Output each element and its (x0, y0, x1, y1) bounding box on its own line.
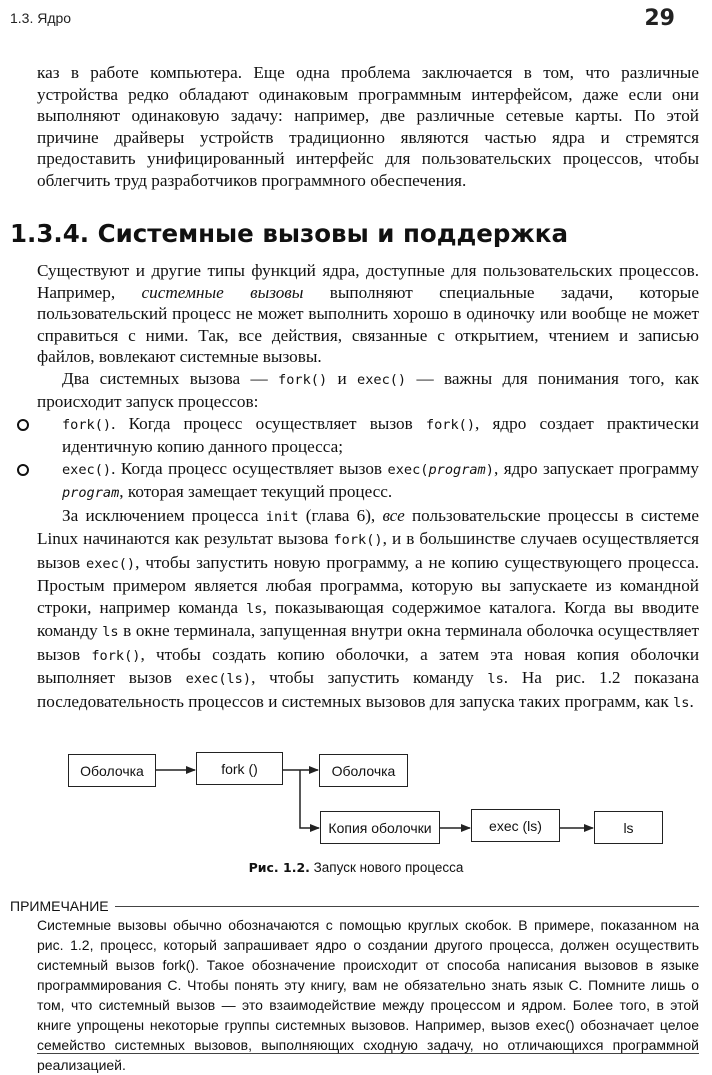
running-header (10, 8, 675, 32)
note-divider-top (115, 906, 699, 907)
paragraph-1: Существуют и другие типы функций ядра, доступные для пользовательских процессов. Например, системные вызовы выполняют специальные задачи, которые пользовательский процесс не может выполнить хорошо в одиночку или вообще не может справиться с ними. Так, все действия, связанные с открытием, чтением и записью файлов, вовлекают системные вызовы. (37, 261, 699, 366)
note-text: Системные вызовы обычно обозначаются с помощью круглых скобок. В примере, показанном на рис. 1.2, процесс, который запрашивает ядро о создании другого процесса, должен осуществить системный вызов fork(). Такое обозначение происходит от способа написания вызовов в языке программирования C. Чтобы понять эту книгу, вам не обязательно знать язык C. Помните лишь о том, что системный вызов — это взаимодействие между процессом и ядром. Более того, в этой книге упрощены некоторые группы системных вызовов. Например, вызов exec() обозначает целое семейство системных вызовов, выполняющих сходную задачу, но отличающихся программной реализацией. (37, 917, 699, 1073)
section-heading: 1.3.4. Системные вызовы и поддержка (10, 219, 568, 248)
node-fork: fork () (196, 752, 283, 785)
bullet-circle-icon (17, 464, 29, 476)
process-diagram (60, 748, 680, 858)
figure-caption (0, 860, 712, 875)
code-fork: fork() (278, 371, 328, 388)
code-exec: exec() (357, 371, 407, 388)
paragraph-3: За исключением процесса init (глава 6), все пользовательские процессы в системе Linux начинаются как результат вызова fork(), и в большинстве случаев осуществляется вызов exec(), чтобы запустить новую программу, а не копию существующего процесса. Простым примером является любая программа, которую вы запускаете из командной строки, например команда ls, показывающая содержимое каталога. Когда вы вводите команду ls в окне терминала, запущенная внутри окна терминала оболочка осуществляет вызов fork(), чтобы создать копию оболочки, а затем эта новая копия оболочки выполняет вызов exec(ls), чтобы запустить команду ls. На рис. 1.2 показана последовательность процессов и системных вызовов для запуска таких программ, как ls. (37, 505, 700, 711)
caption-label: Рис. 1.2. (248, 860, 310, 875)
intro-paragraph (37, 62, 699, 191)
note-title: ПРИМЕЧАНИЕ (10, 898, 109, 914)
note-divider-bottom (37, 1053, 699, 1054)
term-system-calls: системные вызовы (141, 282, 304, 302)
section-body (37, 260, 699, 714)
paragraph-2: Два системных вызова — fork() и exec() — важны для понимания того, как происходит запуск процессов: (37, 368, 700, 411)
page-number: 29 (644, 6, 675, 31)
bullet-list (37, 413, 699, 505)
node-shell-copy: Копия оболочки (320, 811, 440, 844)
running-header-title: 1.3. Ядро (10, 10, 72, 26)
node-shell: Оболочка (68, 754, 156, 787)
list-item: fork(). Когда процесс осуществляет вызов fork(), ядро создает практически идентичную копию данного процесса; (37, 413, 699, 458)
list-item: exec(). Когда процесс осуществляет вызов exec(program), ядро запускает программу program, которая замещает текущий процесс. (37, 458, 699, 505)
arrow-fork-to-copy (300, 770, 319, 828)
node-shell-parent: Оболочка (319, 754, 408, 787)
caption-text: Запуск нового процесса (309, 860, 464, 875)
node-ls: ls (594, 811, 663, 844)
bullet-circle-icon (17, 419, 29, 431)
intro-text: каз в работе компьютера. Еще одна проблема заключается в том, что различные устройства редко обладают одинаковым программным интерфейсом, даже если они выполняют одинаковую задачу: например, две различные сетевые карты. По этой причине драйверы устройств традиционно являются частью ядра и стремятся предоставить унифицированный интерфейс для пользовательских процессов, чтобы облегчить труд разработчиков программного обеспечения. (37, 63, 699, 190)
node-exec: exec (ls) (471, 809, 560, 842)
